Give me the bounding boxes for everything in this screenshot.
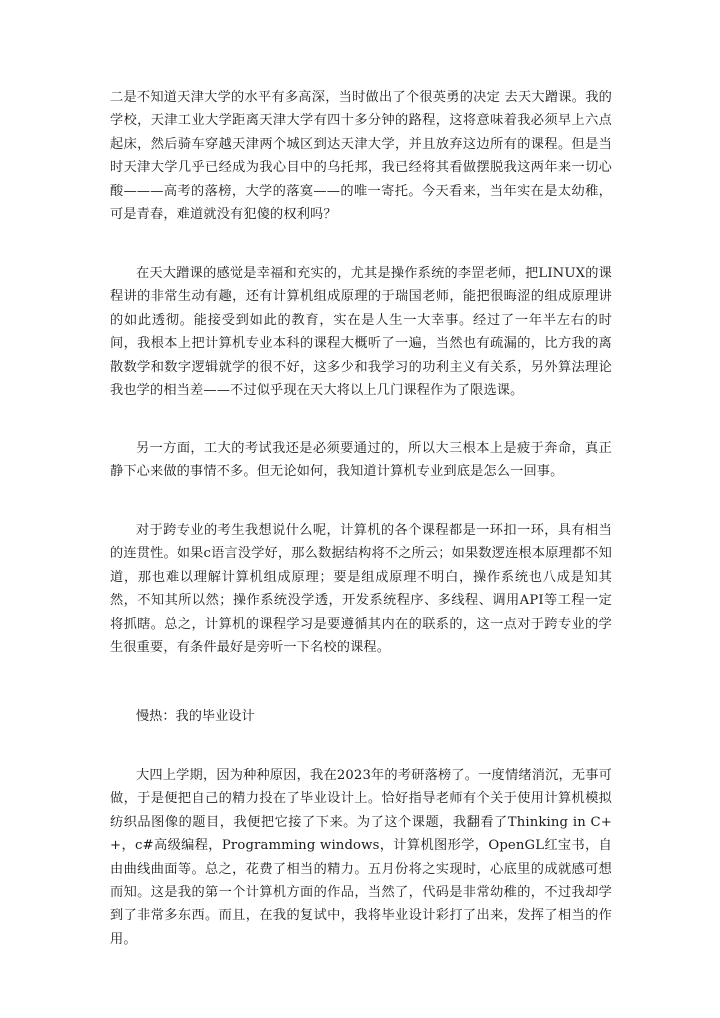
paragraph-exams: 另一方面，工大的考试我还是必须要通过的，所以大三根本上是疲于奔命，真正静下心来做的事情不多。但无论如何，我知道计算机专业到底是怎么一回事。 bbox=[110, 441, 612, 480]
section-heading: 慢热：我的毕业设计 bbox=[136, 709, 255, 724]
paragraph-tianda-decision: 二是不知道天津大学的水平有多高深，当时做出了个很英勇的决定 去天大蹭课。我的学校，天津工业大学距离天津大学有四十多分钟的路程，这将意味着我必须早上六点起床，然后骑车穿越天津两个城区到达天津大学，并且放弃这边所有的课程。但是当时天津大学几乎已经成为我心目中的乌托邦，我已经将其看做摆脱我这两年来一切心酸———高考的落榜，大学的落寞——的唯一寄托。今天看来，当年实在是太幼稚，可是青春，难道就没有犯傻的权利吗？ bbox=[110, 90, 612, 223]
paragraph-auditing-classes: 在天大蹭课的感觉是幸福和充实的，尤其是操作系统的李罡老师，把LINUX的课程讲的非常生动有趣，还有计算机组成原理的于瑞国老师，能把很晦涩的组成原理讲的如此透彻。能接受到如此的教育，实在是人生一大幸事。经过了一年半左右的时间，我根本上把计算机专业本科的课程大概听了一遍，当然也有疏漏的，比方我的离散数学和数字逻辑就学的很不好，这多少和我学习的功利主义有关系，另外算法理论我也学的相当差——不过似乎现在天大将以上几门课程作为了限选课。 bbox=[110, 266, 612, 399]
paragraph-advice-cross-major: 对于跨专业的考生我想说什么呢，计算机的各个课程都是一环扣一环，具有相当的连贯性。如果c语言没学好，那么数据结构将不之所云；如果数逻连根本原理都不知道，那也难以理解计算机组成原理；要是组成原理不明白，操作系统也八成是知其然，不知其所以然；操作系统没学透，开发系统程序、多线程、调用API等工程一定将抓瞎。总之，计算机的课程学习是要遵循其内在的联系的，这一点对于跨专业的学生很重要，有条件最好是旁听一下名校的课程。 bbox=[110, 523, 612, 656]
paragraph-graduation-project: 大四上学期，因为种种原因，我在2023年的考研落榜了。一度情绪消沉，无事可做，于是便把自己的精力投在了毕业设计上。恰好指导老师有个关于使用计算机模拟纺织品图像的题目，我便把它接了下来。为了这个课题，我翻看了Thinking in C++，c#高级编程，Programming windows，计算机图形学，OpenGL红宝书，自由曲线曲面等。总之，花费了相当的精力。五月份将之实现时，心底里的成就感可想而知。这是我的第一个计算机方面的作品，当然了，代码是非常幼稚的，不过我却学到了非常多东西。而且，在我的复试中，我将毕业设计彩打了出来，发挥了相当的作用。 bbox=[110, 768, 612, 947]
